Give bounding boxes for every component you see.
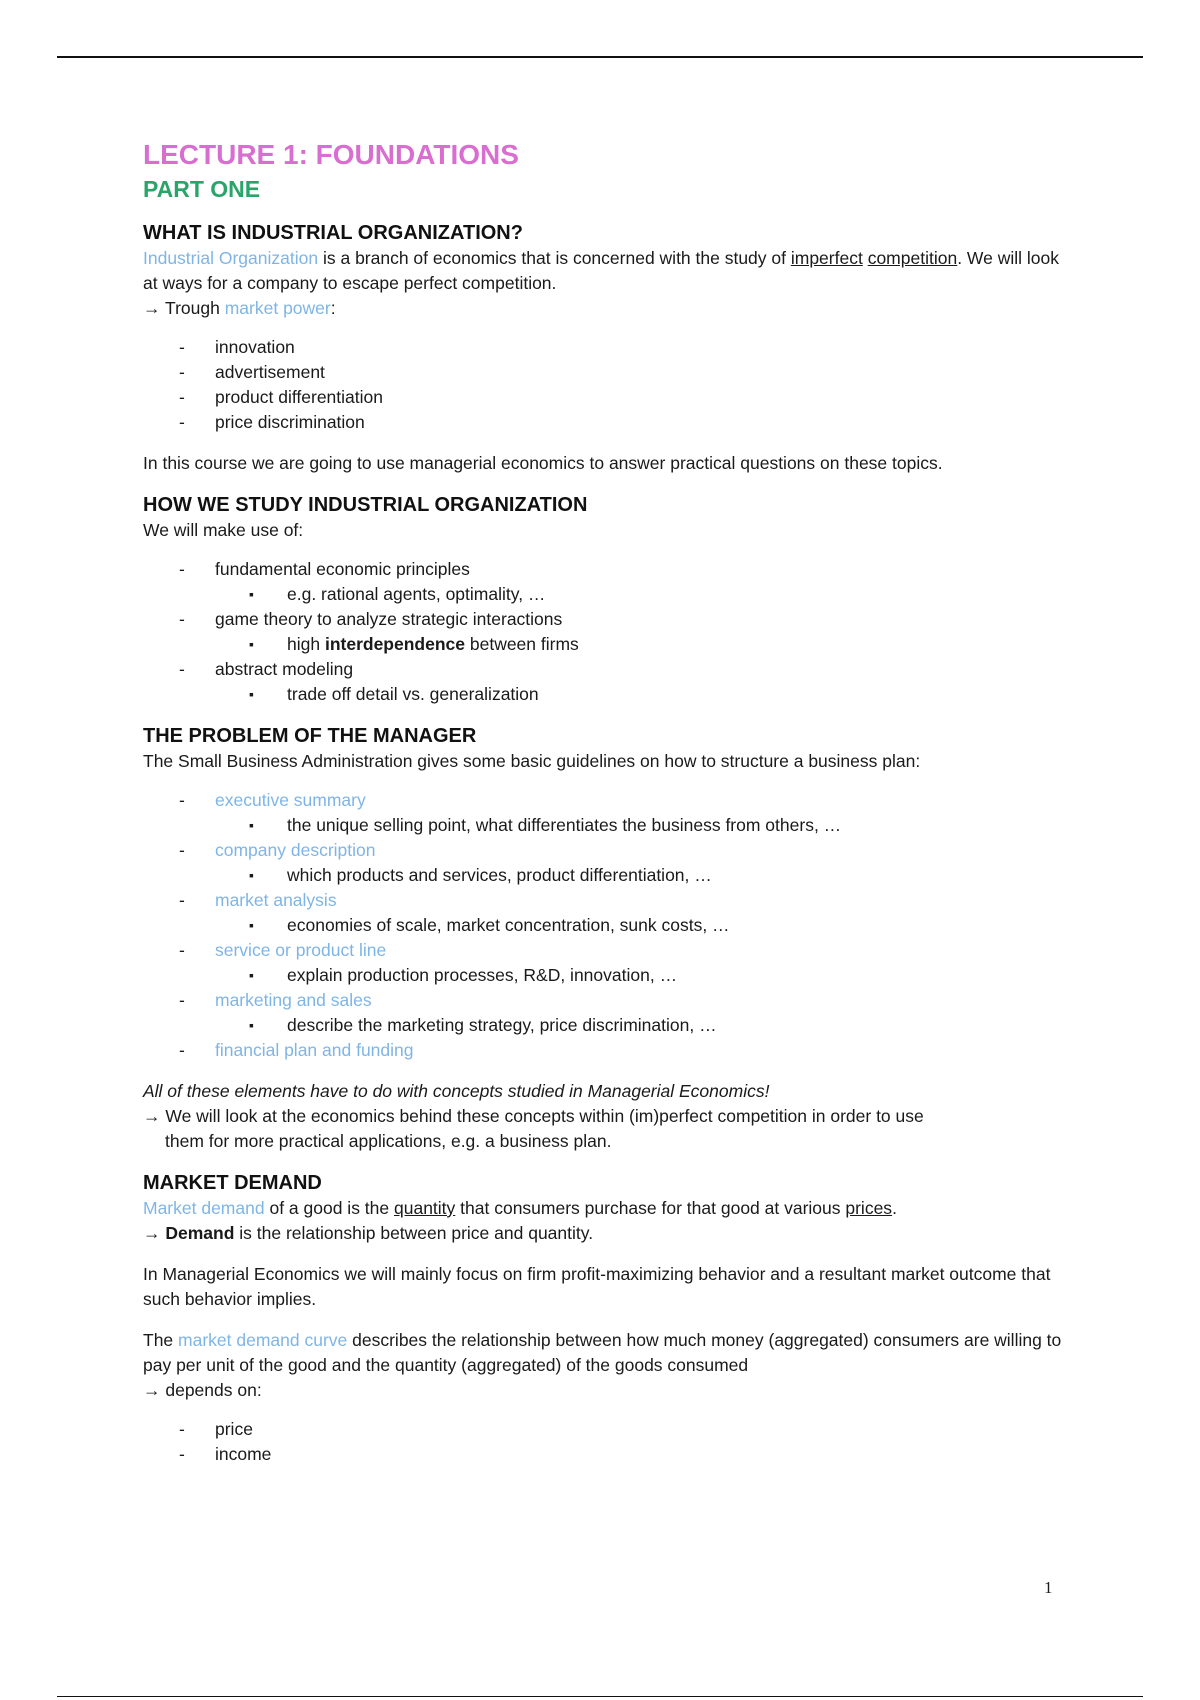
list-item: - price discrimination	[143, 410, 1063, 435]
list-item: - abstract modeling ▪ trade off detail vs. generalization	[143, 657, 1063, 707]
managerial-note: All of these elements have to do with concepts studied in Managerial Economics!	[143, 1081, 770, 1101]
study-intro: We will make use of:	[143, 520, 304, 540]
sub-item: ▪ explain production processes, R&D, innovation, …	[215, 963, 1063, 988]
lecture-title: LECTURE 1: FOUNDATIONS	[143, 139, 519, 170]
sub-item: ▪ describe the marketing strategy, price discrimination, …	[215, 1013, 1063, 1038]
document-page	[143, 138, 1063, 1467]
term-industrial-organization: Industrial Organization	[143, 248, 319, 268]
section-heading-study: HOW WE STUDY INDUSTRIAL ORGANIZATION	[143, 494, 588, 516]
sub-item: ▪ trade off detail vs. generalization	[215, 682, 1063, 707]
list-item: - innovation	[143, 335, 1063, 360]
profit-paragraph: In Managerial Economics we will mainly focus on firm profit-maximizing behavior and a resultant market outcome that such behavior implies.	[143, 1264, 1051, 1309]
demand-curve-paragraph: The market demand curve describes the relationship between how much money (aggregated) consumers are willing to pay per unit of the good and the quantity (aggregated) of the goods consumed	[143, 1330, 1062, 1375]
market-power-list	[143, 335, 1063, 435]
term-market-power: market power	[224, 298, 331, 318]
list-item: - fundamental economic principles ▪ e.g. rational agents, optimality, …	[143, 557, 1063, 607]
list-item: - market analysis ▪ economies of scale, market concentration, sunk costs, …	[143, 888, 1063, 938]
part-heading: PART ONE	[143, 176, 261, 202]
list-item: - price	[143, 1417, 1063, 1442]
term-market-demand-curve: market demand curve	[178, 1330, 348, 1350]
list-item: - advertisement	[143, 360, 1063, 385]
list-item: - game theory to analyze strategic interactions ▪ high interdependence between firms	[143, 607, 1063, 657]
list-item: - service or product line ▪ explain production processes, R&D, innovation, …	[143, 938, 1063, 988]
demand-relationship: → Demand is the relationship between price and quantity.	[143, 1223, 594, 1243]
list-item: - financial plan and funding	[143, 1038, 1063, 1063]
sub-item: ▪ e.g. rational agents, optimality, …	[215, 582, 1063, 607]
section-heading-manager: THE PROBLEM OF THE MANAGER	[143, 725, 477, 747]
top-rule	[57, 56, 1143, 58]
sub-item: ▪ which products and services, product differentiation, …	[215, 863, 1063, 888]
io-definition: Industrial Organization is a branch of economics that is concerned with the study of imperfect competition. We will look at ways for a company to escape perfect competition.	[143, 248, 1059, 293]
study-list	[143, 557, 1063, 707]
depends-on-line: → depends on:	[143, 1380, 262, 1400]
manager-intro: The Small Business Administration gives some basic guidelines on how to structure a business plan:	[143, 751, 921, 771]
business-plan-list	[143, 788, 1063, 1063]
depends-list	[143, 1417, 1063, 1467]
arrow-note-line1: → We will look at the economics behind these concepts within (im)perfect competition in order to use	[143, 1106, 924, 1126]
list-item: - executive summary ▪ the unique selling point, what differentiates the business from others, …	[143, 788, 1063, 838]
bottom-rule	[57, 1696, 1143, 1697]
list-item: - product differentiation	[143, 385, 1063, 410]
sub-item: ▪ the unique selling point, what differentiates the business from others, …	[215, 813, 1063, 838]
demand-definition: Market demand of a good is the quantity that consumers purchase for that good at various prices.	[143, 1198, 897, 1218]
section-heading-demand: MARKET DEMAND	[143, 1172, 322, 1194]
sub-item: ▪ economies of scale, market concentration, sunk costs, …	[215, 913, 1063, 938]
arrow-note-line2: them for more practical applications, e.g. a business plan.	[165, 1131, 612, 1151]
list-item: - company description ▪ which products and services, product differentiation, …	[143, 838, 1063, 888]
term-market-demand: Market demand	[143, 1198, 265, 1218]
market-power-line: → Trough market power:	[143, 298, 336, 318]
list-item: - income	[143, 1442, 1063, 1467]
sub-item: ▪ high interdependence between firms	[215, 632, 1063, 657]
section-heading-io: WHAT IS INDUSTRIAL ORGANIZATION?	[143, 222, 523, 244]
page-number: 1	[1044, 1578, 1053, 1597]
course-paragraph: In this course we are going to use managerial economics to answer practical questions on these topics.	[143, 453, 943, 473]
list-item: - marketing and sales ▪ describe the marketing strategy, price discrimination, …	[143, 988, 1063, 1038]
